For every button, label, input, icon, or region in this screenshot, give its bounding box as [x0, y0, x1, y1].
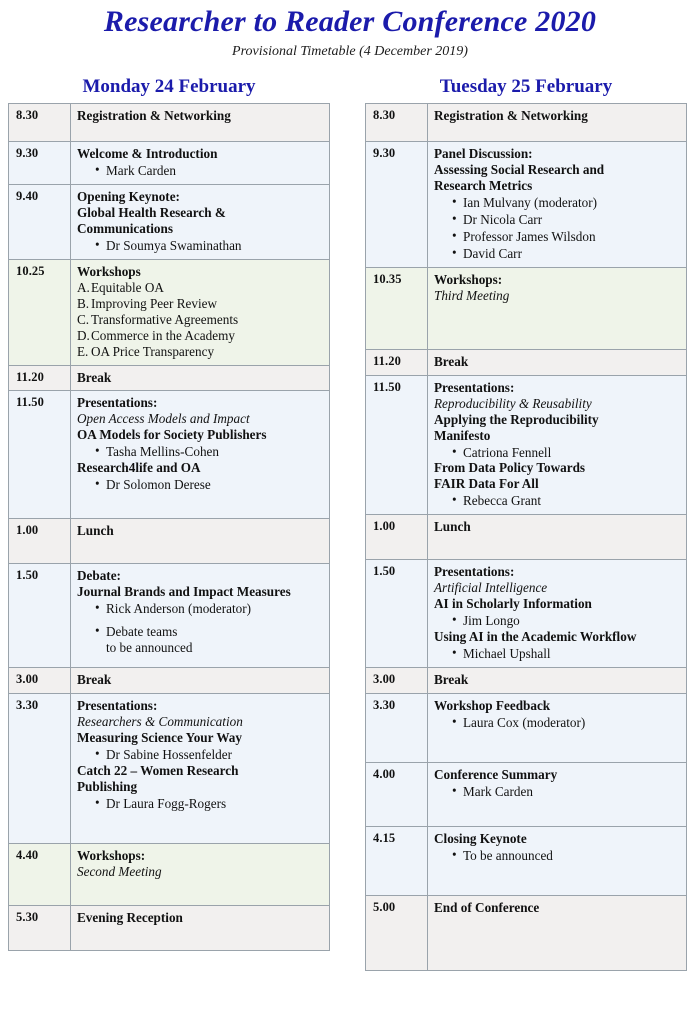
session-strand: Researchers & Communication: [77, 714, 243, 730]
session-details: [71, 259, 330, 365]
session-time: 4.15: [366, 827, 428, 896]
session-title: Workshops:: [77, 848, 146, 864]
workshop-letter: D.: [77, 327, 90, 343]
session-time: 4.40: [9, 844, 71, 906]
session-details: [71, 365, 330, 391]
session-title: Conference Summary: [434, 767, 558, 783]
schedule-row: [9, 519, 330, 564]
session-title: Global Health Research &: [77, 204, 226, 220]
session-details: [71, 103, 330, 141]
session-time: 1.00: [9, 519, 71, 564]
session-title: Communications: [77, 220, 173, 236]
speaker-item: • Dr Soumya Swaminathan: [95, 238, 324, 254]
session-details: [428, 349, 687, 375]
session-time: 3.30: [366, 694, 428, 763]
speaker-item: • Dr Sabine Hossenfelder: [95, 747, 324, 763]
workshop-list: [77, 280, 324, 360]
schedule-table: [8, 103, 330, 952]
timetable-board: [0, 77, 700, 971]
session-time: 1.00: [366, 515, 428, 560]
session-details: [428, 267, 687, 349]
schedule-row: [9, 141, 330, 184]
session-details: [71, 906, 330, 951]
session-time: 1.50: [9, 564, 71, 668]
speaker-list: [434, 445, 681, 461]
session-time: 8.30: [366, 103, 428, 141]
session-title: Presentations:: [77, 395, 158, 411]
schedule-row: [9, 906, 330, 951]
session-details: [71, 184, 330, 259]
talk-title: Applying the Reproducibility: [434, 411, 599, 427]
speaker-note: to be announced: [106, 640, 193, 656]
speaker-list: [77, 238, 324, 254]
session-time: 10.35: [366, 267, 428, 349]
session-details: [428, 515, 687, 560]
speaker-item: [95, 624, 324, 656]
schedule-row: [366, 349, 687, 375]
schedule-row: [9, 564, 330, 668]
schedule-row: [366, 694, 687, 763]
session-title: Debate:: [77, 568, 121, 584]
session-title: Presentations:: [434, 379, 515, 395]
speaker-list: [434, 646, 681, 662]
speaker-item: • Jim Longo: [452, 613, 681, 629]
page-title: Researcher to Reader Conference 2020: [103, 5, 597, 38]
session-title: Presentations:: [77, 698, 158, 714]
workshop-letter: C.: [77, 311, 90, 327]
session-details: [428, 763, 687, 827]
day-heading: Monday 24 February: [82, 76, 256, 97]
session-title: Workshops:: [434, 271, 503, 287]
session-title: Closing Keynote: [434, 831, 527, 847]
speaker-item: • Mark Carden: [95, 163, 324, 179]
session-details: [71, 668, 330, 694]
session-time: 11.50: [9, 391, 71, 519]
talk-title: Measuring Science Your Way: [77, 730, 242, 746]
speaker-list: [77, 601, 324, 656]
speaker-list: [434, 613, 681, 629]
schedule-row: [366, 896, 687, 971]
schedule-row: [366, 267, 687, 349]
schedule-row: [9, 668, 330, 694]
session-time: 4.00: [366, 763, 428, 827]
speaker-list: [77, 477, 324, 493]
session-title: Opening Keynote:: [77, 188, 180, 204]
session-details: [428, 896, 687, 971]
workshop-item: [77, 312, 324, 328]
session-time: 1.50: [366, 560, 428, 668]
talk-title: Research4life and OA: [77, 460, 201, 476]
schedule-row: [9, 184, 330, 259]
session-time: 3.00: [366, 668, 428, 694]
session-title: Lunch: [434, 519, 471, 535]
session-strand: Artificial Intelligence: [434, 580, 548, 596]
workshop-item: [77, 280, 324, 296]
schedule-row: [9, 694, 330, 844]
schedule-row: [9, 259, 330, 365]
schedule-row: [9, 103, 330, 141]
session-details: [428, 375, 687, 515]
day-heading: Tuesday 25 February: [439, 76, 613, 97]
speaker-name: Debate teams: [106, 624, 178, 640]
speaker-item: • Dr Laura Fogg-Rogers: [95, 796, 324, 812]
talk-title: Manifesto: [434, 427, 491, 443]
session-title: Lunch: [77, 523, 114, 539]
talk-title: OA Models for Society Publishers: [77, 427, 267, 443]
session-details: [428, 668, 687, 694]
session-title: Evening Reception: [77, 910, 183, 926]
speaker-item: • Dr Solomon Derese: [95, 477, 324, 493]
session-title: Assessing Social Research and: [434, 161, 605, 177]
speaker-list: [77, 444, 324, 460]
talk-title: Publishing: [77, 779, 138, 795]
day-column-tuesday: [365, 77, 687, 971]
page-subtitle: Provisional Timetable (4 December 2019): [232, 44, 468, 59]
schedule-row: [366, 827, 687, 896]
schedule-row: [366, 375, 687, 515]
session-title: Break: [77, 672, 112, 688]
session-details: [428, 560, 687, 668]
session-details: [71, 519, 330, 564]
session-time: 5.00: [366, 896, 428, 971]
speaker-item: • Catriona Fennell: [452, 445, 681, 461]
session-title: Break: [77, 369, 112, 385]
speaker-list: [77, 796, 324, 812]
speaker-list: [434, 195, 681, 262]
talk-title: AI in Scholarly Information: [434, 596, 592, 612]
speaker-item: • Mark Carden: [452, 784, 681, 800]
session-title: Presentations:: [434, 564, 515, 580]
session-title: Registration & Networking: [434, 107, 588, 123]
session-details: [71, 844, 330, 906]
schedule-row: [366, 668, 687, 694]
session-time: 11.20: [366, 349, 428, 375]
speaker-item: • Professor James Wilsdon: [452, 229, 681, 245]
schedule-row: [366, 103, 687, 141]
speaker-list: [434, 715, 681, 731]
session-title: Research Metrics: [434, 177, 533, 193]
session-title: Break: [434, 353, 469, 369]
speaker-item: • Ian Mulvany (moderator): [452, 195, 681, 211]
session-title: Workshops: [77, 263, 141, 279]
speaker-item: • Rick Anderson (moderator): [95, 601, 324, 617]
talk-title: Using AI in the Academic Workflow: [434, 629, 637, 645]
schedule-row: [9, 391, 330, 519]
workshop-label: OA Price Transparency: [91, 343, 215, 359]
workshop-letter: B.: [77, 295, 90, 311]
session-time: 9.30: [9, 141, 71, 184]
speaker-list: [434, 784, 681, 800]
session-time: 9.40: [9, 184, 71, 259]
session-details: [71, 694, 330, 844]
workshop-letter: A.: [77, 279, 90, 295]
talk-title: Catch 22 – Women Research: [77, 763, 239, 779]
workshop-label: Improving Peer Review: [91, 295, 217, 311]
session-strand: Reproducibility & Reusability: [434, 395, 592, 411]
workshop-label: Commerce in the Academy: [91, 327, 235, 343]
schedule-row: [9, 365, 330, 391]
speaker-item: • Rebecca Grant: [452, 493, 681, 509]
session-time: 3.00: [9, 668, 71, 694]
session-details: [428, 694, 687, 763]
workshop-label: Equitable OA: [91, 279, 164, 295]
session-time: 3.30: [9, 694, 71, 844]
session-time: 11.20: [9, 365, 71, 391]
session-time: 11.50: [366, 375, 428, 515]
session-strand: Second Meeting: [77, 864, 162, 880]
schedule-row: [366, 141, 687, 267]
session-details: [428, 827, 687, 896]
session-details: [71, 564, 330, 668]
workshop-letter: E.: [77, 343, 89, 359]
talk-title: FAIR Data For All: [434, 476, 539, 492]
session-title: Welcome & Introduction: [77, 145, 218, 161]
speaker-list: [77, 747, 324, 763]
schedule-row: [366, 515, 687, 560]
session-details: [71, 141, 330, 184]
speaker-item: • To be announced: [452, 848, 681, 864]
session-details: [428, 103, 687, 141]
speaker-item: • Dr Nicola Carr: [452, 212, 681, 228]
schedule-row: [9, 844, 330, 906]
workshop-item: [77, 328, 324, 344]
workshop-label: Transformative Agreements: [91, 311, 239, 327]
session-title: Journal Brands and Impact Measures: [77, 584, 291, 600]
workshop-item: [77, 296, 324, 312]
workshop-item: [77, 344, 324, 360]
schedule-row: [366, 560, 687, 668]
session-time: 5.30: [9, 906, 71, 951]
day-column-monday: [8, 77, 330, 951]
session-time: 8.30: [9, 103, 71, 141]
session-details: [428, 141, 687, 267]
session-title: Panel Discussion:: [434, 145, 533, 161]
session-title: Registration & Networking: [77, 107, 231, 123]
schedule-table: [365, 103, 687, 971]
speaker-item: • David Carr: [452, 246, 681, 262]
session-strand: Third Meeting: [434, 287, 510, 303]
talk-title: From Data Policy Towards: [434, 460, 586, 476]
session-title: Workshop Feedback: [434, 698, 551, 714]
speaker-list: [77, 163, 324, 179]
speaker-item: • Laura Cox (moderator): [452, 715, 681, 731]
session-title: Break: [434, 672, 469, 688]
speaker-list: [434, 493, 681, 509]
speaker-list: [434, 848, 681, 864]
schedule-row: [366, 763, 687, 827]
session-strand: Open Access Models and Impact: [77, 411, 250, 427]
speaker-item: • Tasha Mellins-Cohen: [95, 444, 324, 460]
session-time: 10.25: [9, 259, 71, 365]
session-time: 9.30: [366, 141, 428, 267]
session-title: End of Conference: [434, 900, 540, 916]
speaker-item: • Michael Upshall: [452, 646, 681, 662]
session-details: [71, 391, 330, 519]
